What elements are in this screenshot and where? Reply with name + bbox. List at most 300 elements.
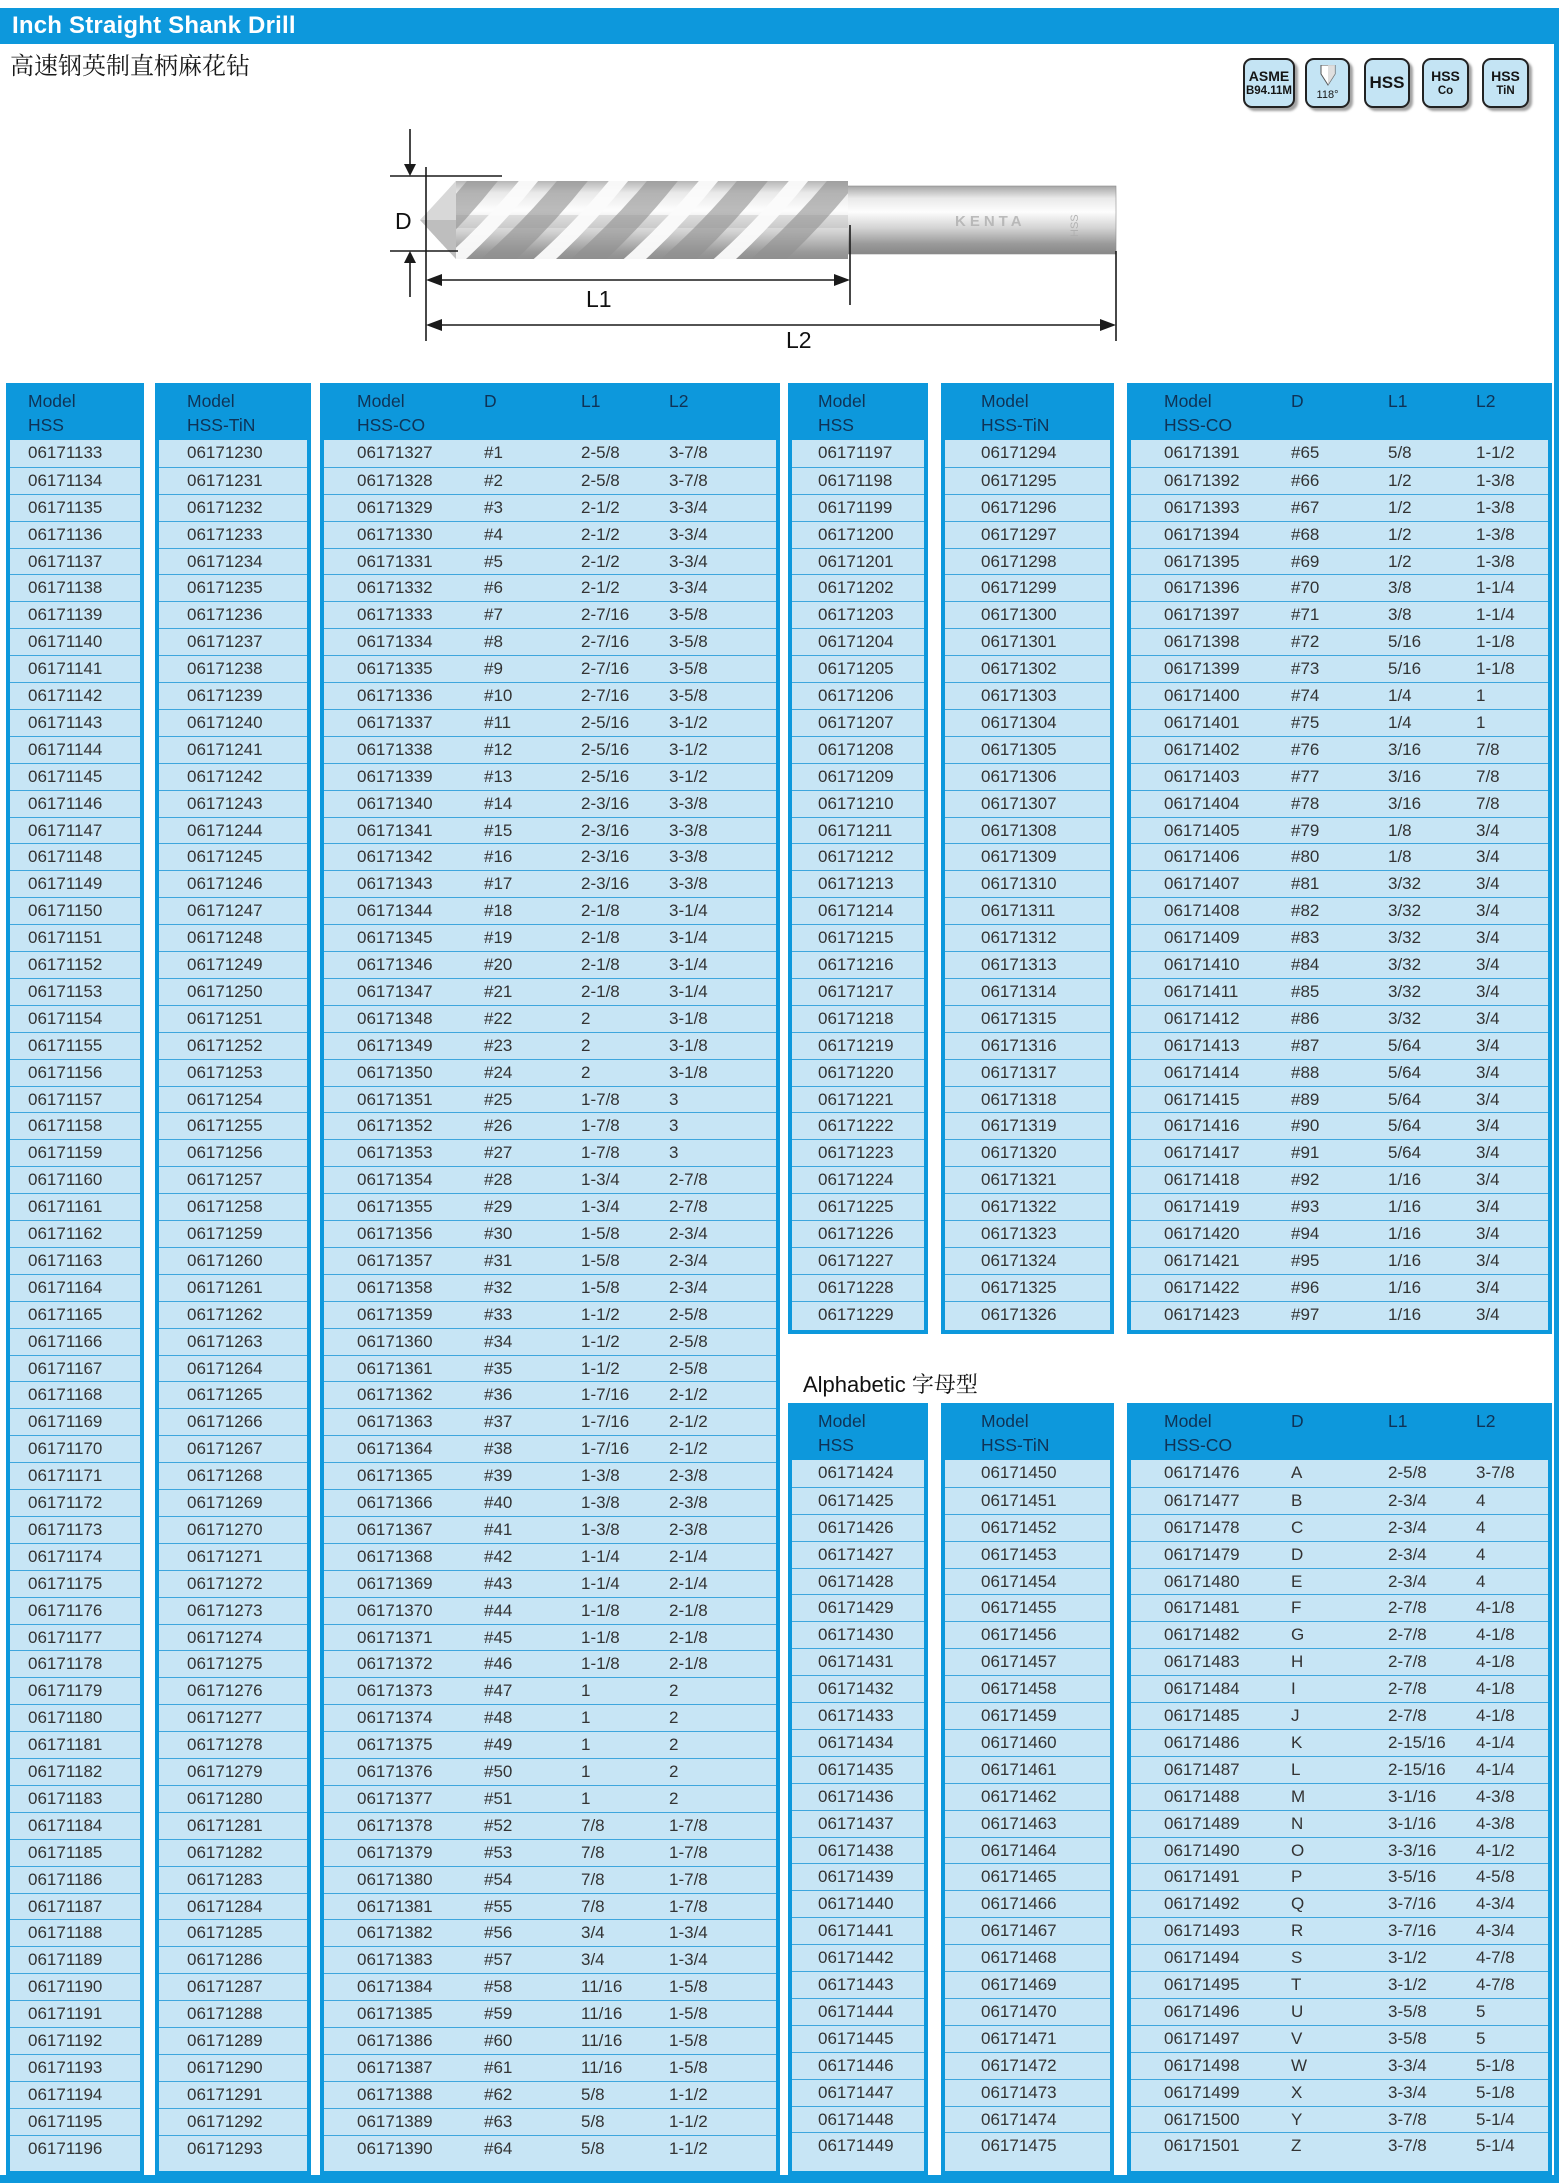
model-cell: 06171161 bbox=[28, 1197, 103, 1217]
size-d-cell: #21 bbox=[484, 981, 513, 1001]
size-l2-cell: 2-3/8 bbox=[669, 1493, 708, 1513]
model-cell: 06171262 bbox=[187, 1304, 263, 1324]
size-l1-cell: 5/64 bbox=[1388, 1143, 1422, 1163]
model-cell: 06171481 bbox=[1164, 1598, 1240, 1618]
table-rows bbox=[10, 440, 140, 2162]
size-l2-cell: 4-5/8 bbox=[1476, 1867, 1515, 1887]
size-d-cell: #40 bbox=[484, 1493, 513, 1513]
size-l2-cell: 1-1/8 bbox=[1476, 632, 1515, 652]
size-l2-cell: 2-7/8 bbox=[669, 1170, 708, 1190]
table-row bbox=[1131, 1648, 1548, 1675]
table-row bbox=[945, 709, 1110, 736]
model-cell: 06171136 bbox=[28, 524, 103, 544]
table-row bbox=[159, 709, 307, 736]
table-row bbox=[159, 924, 307, 951]
model-cell: 06171501 bbox=[1164, 2136, 1240, 2156]
table-row bbox=[10, 601, 140, 628]
table-row bbox=[945, 790, 1110, 817]
table-row bbox=[1131, 2106, 1548, 2133]
table-block-hss bbox=[6, 383, 144, 2175]
size-l2-cell: 3/4 bbox=[1476, 1116, 1500, 1136]
size-d-cell: #66 bbox=[1291, 470, 1320, 490]
size-d-cell: #34 bbox=[484, 1331, 513, 1351]
table-row bbox=[792, 440, 924, 467]
table-row bbox=[159, 1301, 307, 1328]
size-l2-cell: 3-3/4 bbox=[669, 551, 708, 571]
table-row bbox=[945, 1032, 1110, 1059]
model-cell: 06171146 bbox=[28, 793, 103, 813]
table-row bbox=[945, 843, 1110, 870]
table-row bbox=[945, 1944, 1110, 1971]
model-cell: 06171365 bbox=[357, 1466, 433, 1486]
model-cell: 06171401 bbox=[1164, 712, 1240, 732]
size-d-cell: S bbox=[1291, 1948, 1303, 1968]
table-row bbox=[10, 1328, 140, 1355]
model-cell: 06171456 bbox=[981, 1625, 1057, 1645]
model-cell: 06171464 bbox=[981, 1840, 1057, 1860]
table-row bbox=[945, 1890, 1110, 1917]
model-cell: 06171353 bbox=[357, 1143, 433, 1163]
header-label: Model bbox=[981, 391, 1029, 411]
model-cell: 06171435 bbox=[818, 1759, 894, 1779]
size-l2-cell: 4-1/2 bbox=[1476, 1840, 1515, 1860]
table-row bbox=[10, 1516, 140, 1543]
size-l1-cell: 2-7/8 bbox=[1388, 1598, 1427, 1618]
model-cell: 06171442 bbox=[818, 1948, 894, 1968]
size-l2-cell: 4 bbox=[1476, 1544, 1486, 1564]
table-row bbox=[324, 628, 776, 655]
size-d-cell: #89 bbox=[1291, 1089, 1320, 1109]
table-row bbox=[792, 628, 924, 655]
badge-hss-co bbox=[1422, 58, 1469, 108]
header-cell bbox=[484, 389, 581, 413]
table-row bbox=[792, 1729, 924, 1756]
table-block-hss-co bbox=[1127, 383, 1552, 1334]
table-row bbox=[1131, 1568, 1548, 1595]
header-cell bbox=[581, 389, 669, 413]
size-l1-cell: 1-5/8 bbox=[581, 1250, 620, 1270]
table-row bbox=[324, 1139, 776, 1166]
size-l2-cell: 3/4 bbox=[1476, 1143, 1500, 1163]
table-row bbox=[945, 1568, 1110, 1595]
size-l1-cell: 1-5/8 bbox=[581, 1224, 620, 1244]
table-row bbox=[324, 548, 776, 575]
model-cell: 06171224 bbox=[818, 1170, 894, 1190]
table-row bbox=[1131, 1301, 1548, 1328]
table-row bbox=[10, 1301, 140, 1328]
size-d-cell: #74 bbox=[1291, 686, 1320, 706]
table-row bbox=[1131, 467, 1548, 494]
table-row bbox=[792, 1166, 924, 1193]
table-row bbox=[324, 2027, 776, 2054]
model-cell: 06171258 bbox=[187, 1197, 263, 1217]
drill-point-icon bbox=[1311, 65, 1345, 89]
table-row bbox=[159, 1946, 307, 1973]
size-l1-cell: 2 bbox=[581, 1062, 591, 1082]
table-row bbox=[1131, 574, 1548, 601]
size-l1-cell: 1-1/4 bbox=[581, 1573, 620, 1593]
size-l2-cell: 1-5/8 bbox=[669, 2031, 708, 2051]
table-row bbox=[1131, 924, 1548, 951]
size-d-cell: #88 bbox=[1291, 1062, 1320, 1082]
size-d-cell: #9 bbox=[484, 659, 503, 679]
table-header bbox=[945, 383, 1110, 440]
size-l1-cell: 2-1/2 bbox=[581, 524, 620, 544]
model-cell: 06171466 bbox=[981, 1894, 1057, 1914]
table-row bbox=[10, 924, 140, 951]
header-cell bbox=[357, 389, 484, 437]
table-row bbox=[792, 951, 924, 978]
model-cell: 06171274 bbox=[187, 1627, 263, 1647]
size-d-cell: L bbox=[1291, 1759, 1301, 1779]
size-l2-cell: 3/4 bbox=[1476, 1035, 1500, 1055]
size-d-cell: #48 bbox=[484, 1708, 513, 1728]
size-l1-cell: 2 bbox=[581, 1035, 591, 1055]
table-row bbox=[945, 548, 1110, 575]
size-l2-cell: 5-1/8 bbox=[1476, 2082, 1515, 2102]
header-label: Model bbox=[357, 391, 405, 411]
table-row bbox=[792, 1139, 924, 1166]
table-row bbox=[324, 574, 776, 601]
table-row bbox=[324, 1893, 776, 1920]
model-cell: 06171250 bbox=[187, 981, 263, 1001]
table-row bbox=[945, 1112, 1110, 1139]
model-cell: 06171184 bbox=[28, 1815, 103, 1835]
size-d-cell: #25 bbox=[484, 1089, 513, 1109]
size-l2-cell: 2-1/4 bbox=[669, 1573, 708, 1593]
table-row bbox=[792, 1487, 924, 1514]
table-row bbox=[159, 548, 307, 575]
model-cell: 06171342 bbox=[357, 847, 433, 867]
model-cell: 06171367 bbox=[357, 1519, 433, 1539]
size-l2-cell: 3 bbox=[669, 1089, 679, 1109]
model-cell: 06171362 bbox=[357, 1385, 433, 1405]
model-cell: 06171293 bbox=[187, 2138, 263, 2158]
table-row bbox=[10, 736, 140, 763]
size-l1-cell: 1/16 bbox=[1388, 1277, 1422, 1297]
model-cell: 06171202 bbox=[818, 578, 894, 598]
size-d-cell: #86 bbox=[1291, 1008, 1320, 1028]
table-row bbox=[1131, 1756, 1548, 1783]
table-row bbox=[10, 440, 140, 467]
table-row bbox=[324, 1624, 776, 1651]
model-cell: 06171191 bbox=[28, 2004, 103, 2024]
table-row bbox=[10, 1839, 140, 1866]
model-cell: 06171334 bbox=[357, 632, 433, 652]
size-l1-cell: 2-7/16 bbox=[581, 605, 630, 625]
table-row bbox=[10, 843, 140, 870]
model-cell: 06171419 bbox=[1164, 1197, 1240, 1217]
table-row bbox=[945, 2052, 1110, 2079]
size-l2-cell: 3/4 bbox=[1476, 1008, 1500, 1028]
size-l2-cell: 3-1/8 bbox=[669, 1008, 708, 1028]
model-cell: 06171248 bbox=[187, 928, 263, 948]
model-cell: 06171457 bbox=[981, 1652, 1057, 1672]
table-rows bbox=[945, 440, 1110, 1328]
model-cell: 06171382 bbox=[357, 1923, 433, 1943]
table-row bbox=[1131, 1944, 1548, 1971]
model-cell: 06171400 bbox=[1164, 686, 1240, 706]
table-row bbox=[945, 1487, 1110, 1514]
table-rows bbox=[945, 1460, 1110, 2159]
size-d-cell: U bbox=[1291, 2001, 1304, 2021]
model-cell: 06171185 bbox=[28, 1842, 103, 1862]
model-cell: 06171416 bbox=[1164, 1116, 1240, 1136]
model-cell: 06171269 bbox=[187, 1493, 263, 1513]
table-row bbox=[945, 2132, 1110, 2159]
model-cell: 06171320 bbox=[981, 1143, 1057, 1163]
size-l2-cell: 3-3/8 bbox=[669, 874, 708, 894]
size-l2-cell: 5 bbox=[1476, 2028, 1486, 2048]
table-row bbox=[10, 2027, 140, 2054]
size-d-cell: #72 bbox=[1291, 632, 1320, 652]
model-cell: 06171370 bbox=[357, 1600, 433, 1620]
model-cell: 06171291 bbox=[187, 2084, 263, 2104]
size-l1-cell: 11/16 bbox=[581, 2057, 623, 2077]
model-cell: 06171243 bbox=[187, 793, 263, 813]
size-l1-cell: 3-5/16 bbox=[1388, 1867, 1437, 1887]
model-cell: 06171473 bbox=[981, 2082, 1057, 2102]
table-row bbox=[10, 709, 140, 736]
model-cell: 06171177 bbox=[28, 1627, 103, 1647]
table-row bbox=[792, 1514, 924, 1541]
size-l1-cell: 3/32 bbox=[1388, 928, 1422, 948]
header-cell bbox=[981, 1409, 1049, 1457]
table-row bbox=[10, 2081, 140, 2108]
size-l2-cell: 3/4 bbox=[1476, 1089, 1500, 1109]
model-cell: 06171375 bbox=[357, 1735, 433, 1755]
size-d-cell: #58 bbox=[484, 1977, 513, 1997]
model-cell: 06171252 bbox=[187, 1035, 263, 1055]
size-l1-cell: 1-7/8 bbox=[581, 1143, 620, 1163]
model-cell: 06171216 bbox=[818, 955, 894, 975]
table-row bbox=[324, 1193, 776, 1220]
model-cell: 06171499 bbox=[1164, 2082, 1240, 2102]
size-l2-cell: 4-1/4 bbox=[1476, 1759, 1515, 1779]
model-cell: 06171498 bbox=[1164, 2055, 1240, 2075]
table-row bbox=[10, 1866, 140, 1893]
model-cell: 06171317 bbox=[981, 1062, 1057, 1082]
size-l2-cell: 1-1/2 bbox=[669, 2084, 708, 2104]
table-row bbox=[324, 1355, 776, 1382]
model-cell: 06171349 bbox=[357, 1035, 433, 1055]
table-row bbox=[159, 1570, 307, 1597]
table-row bbox=[324, 655, 776, 682]
table-rows bbox=[324, 440, 776, 2162]
model-cell: 06171167 bbox=[28, 1358, 103, 1378]
table-row bbox=[10, 817, 140, 844]
size-d-cell: G bbox=[1291, 1625, 1305, 1645]
table-row bbox=[324, 1839, 776, 1866]
model-cell: 06171217 bbox=[818, 981, 894, 1001]
table-row bbox=[792, 655, 924, 682]
model-cell: 06171219 bbox=[818, 1035, 894, 1055]
size-d-cell: #16 bbox=[484, 847, 513, 867]
table-row bbox=[324, 1435, 776, 1462]
model-cell: 06171341 bbox=[357, 820, 433, 840]
size-d-cell: X bbox=[1291, 2082, 1303, 2102]
size-d-cell: #27 bbox=[484, 1143, 513, 1163]
size-l1-cell: 2-5/8 bbox=[1388, 1463, 1427, 1483]
size-d-cell: #24 bbox=[484, 1062, 513, 1082]
table-row bbox=[1131, 1783, 1548, 1810]
model-cell: 06171133 bbox=[28, 443, 103, 463]
size-l2-cell: 2 bbox=[669, 1708, 679, 1728]
size-l1-cell: 1-1/8 bbox=[581, 1600, 620, 1620]
table-row bbox=[10, 1381, 140, 1408]
size-d-cell: #79 bbox=[1291, 820, 1320, 840]
size-d-cell: #54 bbox=[484, 1869, 513, 1889]
table-row bbox=[324, 1112, 776, 1139]
table-row bbox=[945, 1837, 1110, 1864]
model-cell: 06171260 bbox=[187, 1250, 263, 1270]
model-cell: 06171477 bbox=[1164, 1490, 1240, 1510]
table-row bbox=[792, 467, 924, 494]
model-cell: 06171267 bbox=[187, 1439, 263, 1459]
model-cell: 06171210 bbox=[818, 793, 894, 813]
model-cell: 06171285 bbox=[187, 1923, 263, 1943]
size-d-cell: K bbox=[1291, 1732, 1303, 1752]
header-label: HSS-TiN bbox=[187, 415, 256, 435]
shank-marking-2: HSS bbox=[1069, 214, 1081, 237]
table-row bbox=[945, 1594, 1110, 1621]
table-row bbox=[1131, 548, 1548, 575]
size-d-cell: Q bbox=[1291, 1894, 1305, 1914]
table-row bbox=[945, 1514, 1110, 1541]
table-row bbox=[10, 548, 140, 575]
table-row bbox=[1131, 1059, 1548, 1086]
model-cell: 06171266 bbox=[187, 1412, 263, 1432]
table-row bbox=[324, 736, 776, 763]
model-cell: 06171153 bbox=[28, 981, 103, 1001]
model-cell: 06171487 bbox=[1164, 1759, 1240, 1779]
size-l2-cell: 2 bbox=[669, 1788, 679, 1808]
model-cell: 06171344 bbox=[357, 901, 433, 921]
model-cell: 06171223 bbox=[818, 1143, 894, 1163]
model-cell: 06171360 bbox=[357, 1331, 433, 1351]
model-cell: 06171319 bbox=[981, 1116, 1057, 1136]
size-l2-cell: 4-1/8 bbox=[1476, 1679, 1515, 1699]
header-label: Model bbox=[818, 1411, 866, 1431]
size-l1-cell: 11/16 bbox=[581, 2004, 623, 2024]
model-cell: 06171492 bbox=[1164, 1894, 1240, 1914]
model-cell: 06171355 bbox=[357, 1197, 433, 1217]
size-l2-cell: 2 bbox=[669, 1735, 679, 1755]
size-l2-cell: 3/4 bbox=[1476, 1170, 1500, 1190]
size-l2-cell: 4 bbox=[1476, 1571, 1486, 1591]
model-cell: 06171397 bbox=[1164, 605, 1240, 625]
table-row bbox=[792, 736, 924, 763]
table-row bbox=[159, 1193, 307, 1220]
size-l1-cell: 1-7/16 bbox=[581, 1385, 630, 1405]
model-cell: 06171203 bbox=[818, 605, 894, 625]
table-row bbox=[159, 1731, 307, 1758]
model-cell: 06171394 bbox=[1164, 524, 1240, 544]
size-l2-cell: 2-1/2 bbox=[669, 1385, 708, 1405]
size-l1-cell: 1-5/8 bbox=[581, 1277, 620, 1297]
model-cell: 06171212 bbox=[818, 847, 894, 867]
size-l1-cell: 3/8 bbox=[1388, 605, 1412, 625]
model-cell: 06171333 bbox=[357, 605, 433, 625]
model-cell: 06171436 bbox=[818, 1786, 894, 1806]
model-cell: 06171402 bbox=[1164, 739, 1240, 759]
size-d-cell: E bbox=[1291, 1571, 1303, 1591]
model-cell: 06171237 bbox=[187, 632, 263, 652]
size-d-cell: #39 bbox=[484, 1466, 513, 1486]
table-row bbox=[159, 1355, 307, 1382]
model-cell: 06171199 bbox=[818, 497, 893, 517]
table-row bbox=[10, 1650, 140, 1677]
size-l2-cell: 3-3/4 bbox=[669, 497, 708, 517]
model-cell: 06171137 bbox=[28, 551, 103, 571]
table-row bbox=[1131, 494, 1548, 521]
size-l2-cell: 3/4 bbox=[1476, 874, 1500, 894]
size-d-cell: #73 bbox=[1291, 659, 1320, 679]
size-d-cell: #31 bbox=[484, 1250, 513, 1270]
table-row bbox=[1131, 1086, 1548, 1113]
header-label: HSS bbox=[818, 1435, 854, 1455]
model-cell: 06171489 bbox=[1164, 1813, 1240, 1833]
size-l2-cell: 3-1/4 bbox=[669, 955, 708, 975]
size-d-cell: F bbox=[1291, 1598, 1302, 1618]
table-row bbox=[945, 1139, 1110, 1166]
model-cell: 06171263 bbox=[187, 1331, 263, 1351]
table-row bbox=[10, 1893, 140, 1920]
table-row bbox=[945, 1301, 1110, 1328]
size-d-cell: O bbox=[1291, 1840, 1305, 1860]
model-cell: 06171244 bbox=[187, 820, 263, 840]
table-row bbox=[792, 1756, 924, 1783]
model-cell: 06171423 bbox=[1164, 1304, 1240, 1324]
table-row bbox=[1131, 1998, 1548, 2025]
table-row bbox=[159, 1650, 307, 1677]
table-row bbox=[159, 1381, 307, 1408]
table-row bbox=[10, 2054, 140, 2081]
header-label: HSS-TiN bbox=[981, 1435, 1050, 1455]
header-label: HSS-TiN bbox=[981, 415, 1050, 435]
model-cell: 06171275 bbox=[187, 1654, 263, 1674]
model-cell: 06171209 bbox=[818, 766, 894, 786]
size-d-cell: #64 bbox=[484, 2138, 513, 2158]
header-label: Model bbox=[818, 391, 866, 411]
size-d-cell: #96 bbox=[1291, 1277, 1320, 1297]
size-d-cell: #97 bbox=[1291, 1304, 1320, 1324]
table-row bbox=[945, 1166, 1110, 1193]
size-d-cell: #59 bbox=[484, 2004, 513, 2024]
table-row bbox=[324, 682, 776, 709]
table-row bbox=[792, 1032, 924, 1059]
table-row bbox=[792, 763, 924, 790]
model-cell: 06171471 bbox=[981, 2028, 1057, 2048]
model-cell: 06171197 bbox=[818, 443, 893, 463]
model-cell: 06171408 bbox=[1164, 901, 1240, 921]
model-cell: 06171214 bbox=[818, 901, 894, 921]
model-cell: 06171257 bbox=[187, 1170, 263, 1190]
size-l1-cell: 3-3/4 bbox=[1388, 2055, 1427, 2075]
model-cell: 06171389 bbox=[357, 2111, 433, 2131]
size-d-cell: #23 bbox=[484, 1035, 513, 1055]
model-cell: 06171278 bbox=[187, 1735, 263, 1755]
badge-label: TiN bbox=[1496, 85, 1515, 98]
model-cell: 06171406 bbox=[1164, 847, 1240, 867]
size-l1-cell: 3-7/16 bbox=[1388, 1894, 1437, 1914]
table-row bbox=[324, 978, 776, 1005]
model-cell: 06171286 bbox=[187, 1950, 263, 1970]
table-row bbox=[945, 1998, 1110, 2025]
size-l1-cell: 5/8 bbox=[581, 2111, 605, 2131]
header-cell bbox=[818, 1409, 866, 1457]
table-row bbox=[945, 1193, 1110, 1220]
